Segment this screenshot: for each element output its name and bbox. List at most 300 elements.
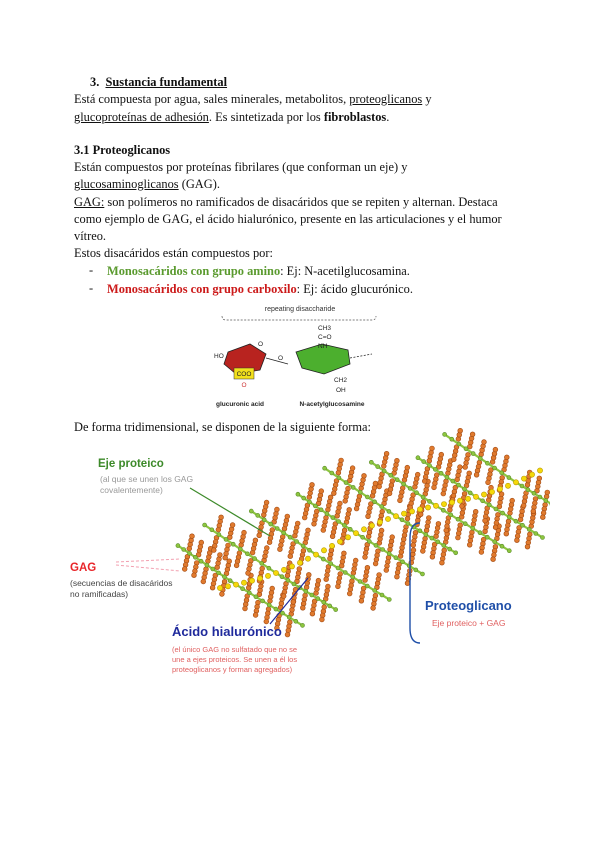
text: : Ej: N-acetilglucosamina. — [280, 264, 410, 278]
protein-core-bead — [287, 615, 291, 619]
gag-bead — [253, 538, 258, 543]
gag-bead — [491, 557, 496, 562]
section-3-1-heading — [74, 142, 170, 158]
gag-bead — [473, 509, 478, 514]
protein-core-bead — [292, 582, 296, 586]
protein-core-bead — [507, 549, 511, 553]
gag-bead — [432, 485, 437, 490]
ring-o-label: O — [258, 341, 264, 348]
gag-bead — [540, 515, 545, 520]
gag-bead — [267, 540, 272, 545]
paragraph-line — [74, 176, 220, 192]
protein-core-bead — [544, 499, 548, 503]
hyaluronic-bead — [529, 472, 534, 477]
protein-core-bead — [295, 540, 299, 544]
hyaluronic-bead — [457, 498, 462, 503]
text: . Es sintetizada por los — [208, 110, 324, 124]
protein-core-bead — [500, 544, 504, 548]
gag-sub1: (secuencias de disacáridos — [70, 578, 173, 588]
protein-core-bead — [430, 536, 434, 540]
gag-bead — [395, 574, 400, 579]
protein-core-bead — [358, 580, 362, 584]
protein-core-bead — [478, 531, 482, 535]
gag-bead — [463, 465, 468, 470]
protein-core-bead — [304, 589, 308, 593]
gag-bead — [321, 528, 326, 533]
protein-core-bead — [526, 488, 530, 492]
ch2-label: CH2 — [334, 377, 348, 384]
text: : Ej: ácido glucurónico. — [296, 282, 413, 296]
gag-bead — [377, 573, 382, 578]
gag-bead — [486, 480, 491, 485]
gag-bead — [439, 452, 444, 457]
gag-bead — [319, 489, 324, 494]
gag-bead — [243, 606, 248, 611]
hyaluronic-bead — [401, 511, 406, 516]
protein-core-bead — [439, 471, 443, 475]
gag-bead — [343, 499, 348, 504]
protein-core-bead — [456, 517, 460, 521]
gag-bead — [426, 516, 431, 521]
protein-core-bead — [199, 559, 203, 563]
protein-core-bead — [501, 511, 505, 515]
bullet-carboxilo — [107, 281, 413, 297]
gag-bead — [362, 473, 367, 478]
gag-bead — [210, 585, 215, 590]
hyaluronic-bead — [489, 489, 494, 494]
protein-core-bead — [478, 456, 482, 460]
c-eq-o-label: C=O — [318, 334, 332, 341]
protein-core-bead — [441, 508, 445, 512]
protein-core-bead — [294, 619, 298, 623]
gag-bead — [537, 476, 542, 481]
protein-core-bead — [288, 535, 292, 539]
protein-core-bead — [462, 487, 466, 491]
ch3-label: CH3 — [318, 325, 332, 332]
protein-core-bead — [188, 551, 192, 555]
gag-bead — [295, 521, 300, 526]
gag-bead — [312, 521, 317, 526]
gag-bead — [242, 530, 247, 535]
protein-core-bead — [402, 482, 406, 486]
gag-bead — [390, 535, 395, 540]
acido-sub2: une a ejes proteicos. Se unen a él los — [172, 655, 298, 664]
gag-bead — [460, 504, 465, 509]
gag-bead — [377, 484, 382, 489]
protein-core-bead — [343, 571, 347, 575]
hyaluronic-bead — [409, 509, 414, 514]
paragraph-line: Están compuestos por proteínas fibrilares (que conforman un eje) y — [74, 160, 408, 174]
protein-core-bead — [421, 495, 425, 499]
protein-core-bead — [493, 466, 497, 470]
protein-core-bead — [344, 481, 348, 485]
text: Está compuesta por agua, sales minerales, metabolitos, — [74, 92, 350, 106]
protein-core-bead — [387, 552, 391, 556]
gag-bead — [199, 540, 204, 545]
protein-core-bead — [365, 495, 369, 499]
heading-text: 3.1 Proteoglicanos — [74, 143, 171, 157]
acido-sub3: proteoglicanos y forman agregados) — [172, 665, 293, 674]
protein-core-bead — [500, 471, 504, 475]
gag-bead — [384, 451, 389, 456]
hyaluronic-bead — [241, 580, 246, 585]
gag-bead — [288, 554, 293, 559]
protein-core-bead — [253, 557, 257, 561]
protein-core-bead — [451, 479, 455, 483]
protein-core-bead — [520, 484, 524, 488]
hyaluronic-bead — [385, 516, 390, 521]
bullet-bold: Monosacáridos con grupo carboxilo — [107, 282, 297, 296]
protein-core-bead — [182, 548, 186, 552]
link-glucosaminoglicanos[interactable]: glucosaminoglicanos — [74, 177, 179, 191]
protein-core-bead — [322, 600, 326, 604]
protein-core-bead — [328, 604, 332, 608]
link-proteoglicanos[interactable]: proteoglicanos — [349, 92, 423, 106]
protein-core-bead — [487, 503, 491, 507]
protein-core-bead — [436, 540, 440, 544]
hyaluronic-bead — [497, 486, 502, 491]
protein-core-bead — [380, 505, 384, 509]
protein-core-bead — [217, 533, 221, 537]
protein-core-bead — [217, 571, 221, 575]
text: (GAG). — [178, 177, 220, 191]
protein-core-bead — [541, 536, 545, 540]
protein-core-bead — [325, 512, 329, 516]
hyaluronic-bead — [537, 468, 542, 473]
protein-core-bead — [448, 547, 452, 551]
gag-bead — [493, 525, 498, 530]
gag-bead — [264, 500, 269, 505]
hyaluronic-bead — [249, 578, 254, 583]
protein-core-bead — [485, 461, 489, 465]
gag-bead — [365, 565, 370, 570]
hyaluronic-bead — [369, 523, 374, 528]
protein-core-bead — [316, 597, 320, 601]
protein-core-bead — [433, 467, 437, 471]
o-minus-label: O — [241, 382, 247, 389]
protein-core-bead — [249, 509, 253, 513]
protein-core-bead — [421, 572, 425, 576]
gag-bead — [270, 586, 275, 591]
protein-core-bead — [381, 548, 385, 552]
protein-core-bead — [449, 513, 453, 517]
protein-core-bead — [442, 543, 446, 547]
hyaluronic-bead — [353, 531, 358, 536]
gag-bead — [330, 534, 335, 539]
gag-bead — [483, 518, 488, 523]
protein-core-bead — [457, 442, 461, 446]
gag-bead — [384, 568, 389, 573]
protein-core-bead — [262, 518, 266, 522]
gag-bead — [525, 544, 530, 549]
gag-bead — [297, 567, 302, 572]
gag-bead — [328, 495, 333, 500]
gag-bead — [405, 465, 410, 470]
gag-bead — [467, 542, 472, 547]
protein-core-bead — [471, 526, 475, 530]
bullet-dash: - — [89, 263, 94, 277]
gag-bead — [444, 528, 449, 533]
gag-bead — [230, 523, 235, 528]
gag-bead — [430, 446, 435, 451]
protein-core-bead — [408, 486, 412, 490]
eje-proteico-title: Eje proteico — [98, 458, 164, 470]
hyaluronic-bead — [433, 503, 438, 508]
gag-bead — [482, 440, 487, 445]
protein-core-bead — [330, 471, 334, 475]
gag-bead — [504, 455, 509, 460]
gag-bead — [493, 447, 498, 452]
protein-core-bead — [337, 476, 341, 480]
gag-bead — [218, 553, 223, 558]
protein-core-bead — [302, 496, 306, 500]
protein-core-bead — [301, 623, 305, 627]
oh-label: OH — [336, 387, 346, 394]
paragraph-line: como ejemplo de GAG, el ácido hialurónico, presente en las articulaciones y el humor — [74, 212, 502, 226]
protein-core-bead — [342, 523, 346, 527]
section-3-heading — [90, 74, 227, 90]
hyaluronic-bead — [265, 573, 270, 578]
gag-pointer — [116, 559, 180, 562]
gag-bead — [422, 479, 427, 484]
gag-bead — [201, 579, 206, 584]
protein-core-bead — [538, 495, 542, 499]
gag-bead — [456, 535, 461, 540]
gag-bead — [253, 613, 258, 618]
protein-core-bead — [485, 535, 489, 539]
protein-core-bead — [301, 544, 305, 548]
protein-core-bead — [203, 523, 207, 527]
hyaluronic-bead — [217, 585, 222, 590]
gag-bead — [246, 571, 251, 576]
protein-core-bead — [351, 485, 355, 489]
hyaluronic-bead — [257, 576, 262, 581]
protein-core-bead — [337, 520, 341, 524]
gag-bead — [479, 550, 484, 555]
gag-bead — [430, 554, 435, 559]
protein-core-bead — [382, 469, 386, 473]
protein-core-bead — [331, 516, 335, 520]
protein-core-bead — [361, 535, 365, 539]
protein-core-bead — [418, 529, 422, 533]
protein-core-bead — [369, 460, 373, 464]
link-o-label: O — [278, 355, 284, 362]
gag-bead — [411, 543, 416, 548]
proteoglicano-sub: Eje proteico + GAG — [432, 618, 506, 628]
hyaluronic-bead — [377, 520, 382, 525]
paragraph-line: Estos disacáridos están compuestos por: — [74, 246, 273, 260]
protein-core-bead — [211, 567, 215, 571]
protein-core-bead — [308, 548, 312, 552]
protein-core-bead — [527, 527, 531, 531]
protein-core-bead — [231, 542, 235, 546]
gag-bead — [192, 573, 197, 578]
text: y — [422, 92, 432, 106]
link-glucoproteinas[interactable]: glucoproteínas de adhesión — [74, 110, 209, 124]
label-glucuronic: glucuronic acid — [215, 401, 265, 408]
gag-bead — [418, 512, 423, 517]
protein-core-bead — [374, 543, 378, 547]
gag-bead — [220, 592, 225, 597]
protein-core-bead — [464, 447, 468, 451]
gag-bead — [339, 458, 344, 463]
gag-bead — [401, 537, 406, 542]
bullet-amino — [107, 263, 410, 279]
protein-core-bead — [274, 607, 278, 611]
gag-bead — [306, 528, 311, 533]
hyaluronic-bead — [289, 564, 294, 569]
protein-core-bead — [401, 560, 405, 564]
protein-core-bead — [494, 507, 498, 511]
protein-core-bead — [422, 460, 426, 464]
gag-bead — [182, 567, 187, 572]
protein-core-bead — [387, 509, 391, 513]
protein-core-bead — [373, 500, 377, 504]
protein-core-bead — [282, 531, 286, 535]
gag-bead — [515, 538, 520, 543]
protein-core-bead — [267, 566, 271, 570]
paragraph-line — [74, 194, 498, 210]
gag-bead — [257, 533, 262, 538]
gag-bead — [474, 472, 479, 477]
protein-core-bead — [514, 519, 518, 523]
hyaluronic-bead — [305, 556, 310, 561]
gag-bead — [373, 561, 378, 566]
protein-core-bead — [463, 522, 467, 526]
bullet-dash: - — [89, 281, 94, 295]
gag-bead — [436, 521, 441, 526]
text: son polímeros no ramificados de disacáridos que se repiten y alternan. Destaca — [104, 195, 498, 209]
gag-bead — [324, 577, 329, 582]
gag-bead — [227, 559, 232, 564]
gag-bead — [420, 549, 425, 554]
gag-bead — [467, 471, 472, 476]
hyaluronic-bead — [337, 539, 342, 544]
protein-core-bead — [323, 466, 327, 470]
protein-core-bead — [286, 578, 290, 582]
protein-core-bead — [450, 437, 454, 441]
eje-proteico-sub2: covalentemente) — [100, 485, 163, 495]
protein-core-bead — [389, 473, 393, 477]
protein-core-bead — [416, 456, 420, 460]
section-number: 3. — [90, 75, 100, 89]
gag-bead — [347, 507, 352, 512]
gag-bead — [470, 432, 475, 437]
gag-bead — [440, 560, 445, 565]
gag-bead — [281, 594, 286, 599]
hyaluronic-bead — [225, 584, 230, 589]
protein-core-bead — [443, 432, 447, 436]
protein-core-bead — [313, 504, 317, 508]
gag-bead — [190, 534, 195, 539]
section-3-paragraph-line1 — [74, 91, 432, 107]
protein-core-bead — [521, 523, 525, 527]
hyaluronic-bead — [441, 502, 446, 507]
protein-core-bead — [457, 483, 461, 487]
protein-core-bead — [241, 587, 245, 591]
protein-core-bead — [296, 492, 300, 496]
disaccharide-diagram — [200, 302, 400, 414]
gag-bead — [458, 465, 463, 470]
gag-bead — [441, 491, 446, 496]
hyaluronic-bead — [297, 560, 302, 565]
coo-label: COO — [236, 371, 252, 378]
gag-bead — [510, 498, 515, 503]
gag-bead — [379, 528, 384, 533]
gag-bead — [401, 541, 406, 546]
protein-core-bead — [471, 452, 475, 456]
protein-core-bead — [222, 575, 226, 579]
protein-core-bead — [387, 598, 391, 602]
protein-core-bead — [256, 513, 260, 517]
gag-bead — [359, 598, 364, 603]
gag-pointer — [116, 565, 180, 571]
protein-core-bead — [400, 518, 404, 522]
gag-bead — [521, 503, 526, 508]
section-3-paragraph-line2 — [74, 109, 389, 125]
protein-core-bead — [406, 522, 410, 526]
hyaluronic-bead — [281, 567, 286, 572]
nh-label: NH — [318, 343, 328, 350]
protein-core-bead — [358, 490, 362, 494]
gag-bead — [264, 546, 269, 551]
protein-core-bead — [367, 539, 371, 543]
gag-bead — [350, 466, 355, 471]
protein-core-bead — [445, 475, 449, 479]
protein-core-bead — [348, 527, 352, 531]
protein-core-bead — [454, 551, 458, 555]
protein-core-bead — [424, 533, 428, 537]
paragraph-line: vítreo. — [74, 229, 106, 243]
acido-hialuronico-title: Ácido hialurónico — [172, 624, 282, 639]
hyaluronic-bead — [521, 476, 526, 481]
text: . — [386, 110, 390, 124]
protein-core-bead — [373, 589, 377, 593]
ho-label: HO — [214, 353, 224, 360]
protein-core-bead — [228, 579, 232, 583]
protein-core-bead — [351, 575, 355, 579]
protein-core-bead — [260, 561, 264, 565]
protein-core-bead — [281, 611, 285, 615]
hyaluronic-bead — [425, 505, 430, 510]
protein-core-bead — [365, 584, 369, 588]
protein-core-bead — [380, 593, 384, 597]
gag-bead — [411, 548, 416, 553]
protein-core-bead — [414, 568, 418, 572]
protein-core-bead — [280, 575, 284, 579]
hyaluronic-bead — [233, 582, 238, 587]
gag-bead — [275, 507, 280, 512]
gag-bead — [363, 555, 368, 560]
paragraph-line: De forma tridimensional, se disponen de la siguiente forma: — [74, 420, 371, 434]
protein-core-bead — [176, 544, 180, 548]
bullet-bold: Monosacáridos con grupo amino — [107, 264, 281, 278]
gag-bead — [387, 491, 392, 496]
protein-core-bead — [254, 595, 258, 599]
hyaluronic-bead — [465, 496, 470, 501]
hyaluronic-bead — [513, 480, 518, 485]
diagram-header: repeating disaccharide — [264, 306, 336, 313]
protein-core-bead — [245, 552, 249, 556]
gag-bead — [398, 498, 403, 503]
protein-core-bead — [247, 591, 251, 595]
gag-label: GAG: — [74, 195, 105, 209]
gag-bead — [306, 572, 311, 577]
gag-bead — [336, 584, 341, 589]
gag-bead — [291, 600, 296, 605]
hyaluronic-bead — [505, 483, 510, 488]
hyaluronic-bead — [449, 500, 454, 505]
